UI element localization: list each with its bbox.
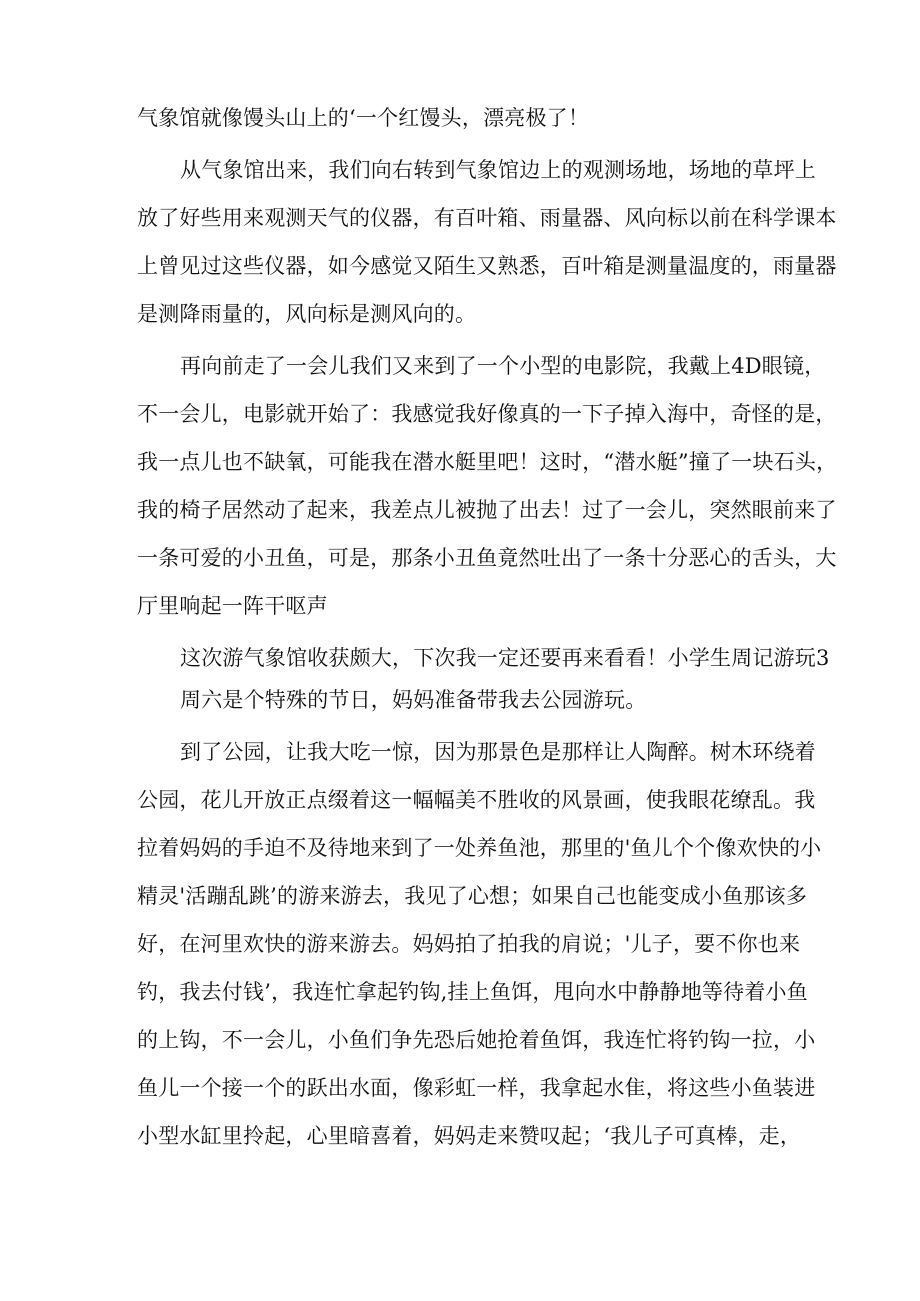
text-line: 放了好些用来观测天气的仪器，有百叶箱、雨量器、风向标以前在科学课本 — [137, 206, 837, 230]
text-line: 鱼儿一个接一个的跃出水面，像彩虹一样，我拿起水隹，将这些小鱼装进 — [137, 1076, 816, 1100]
text-line: 再向前走了一会儿我们又来到了一个小型的电影院，我戴上4D眼镜， — [180, 354, 826, 378]
text-line: 不一会儿，电影就开始了：我感觉我好像真的一下子掉入海中，奇怪的是， — [137, 402, 837, 426]
text-line: 我一点儿也不缺氧，可能我在潜水艇里吧！这时，“潜水艇”撞了一块石头， — [137, 450, 838, 474]
text-line: 到了公园，让我大吃一惊，因为那景色是那样让人陶醉。树木环绕着 — [180, 740, 816, 764]
text-line: 气象馆就像馒头山上的‘一个红馒头，漂亮极了！ — [137, 106, 590, 130]
text-line: 好，在河里欢快的游来游去。妈妈拍了拍我的肩说；'儿子，要不你也来 — [137, 932, 801, 956]
text-line: 拉着妈妈的手迫不及待地来到了一处养鱼池，那里的'鱼儿个个像欢快的小 — [137, 836, 822, 860]
text-line: 钓，我去付钱’，我连忙拿起钓钩,挂上鱼饵，甩向水中静静地等待着小鱼 — [137, 980, 808, 1004]
text-line: 公园，花儿开放正点缀着这一幅幅美不胜收的风景画，使我眼花缭乱。我 — [137, 788, 816, 812]
text-line: 小型水缸里拎起，心里暗喜着，妈妈走来赞叹起；‘我儿子可真棒，走， — [137, 1124, 802, 1148]
text-line: 这次游气象馆收获颇大，下次我一定还要再来看看！小学生周记游玩3 — [180, 646, 830, 670]
text-line: 是测降雨量的，风向标是测风向的。 — [137, 302, 477, 326]
text-line: 的上钩，不一会儿，小鱼们争先恐后她抢着鱼饵，我连忙将钓钩一拉，小 — [137, 1028, 816, 1052]
text-line: 厅里响起一阵干呕声 — [137, 594, 328, 618]
text-line: 精灵'活蹦乱跳’的游来游去，我见了心想；如果自己也能变成小鱼那该多 — [137, 884, 808, 908]
text-line: 一条可爱的小丑鱼，可是，那条小丑鱼竟然吐出了一条十分恶心的舌头，大 — [137, 546, 837, 570]
text-line: 我的椅子居然动了起来，我差点儿被抛了出去！过了一会儿，突然眼前来了 — [137, 498, 837, 522]
text-line: 上曾见过这些仪器，如今感觉又陌生又熟悉，百叶箱是测量温度的，雨量器 — [137, 254, 837, 278]
text-line: 从气象馆出来，我们向右转到气象馆边上的观测场地，场地的草坪上 — [180, 158, 816, 182]
text-line: 周六是个特殊的节日，妈妈准备带我去公园游玩。 — [180, 688, 647, 712]
